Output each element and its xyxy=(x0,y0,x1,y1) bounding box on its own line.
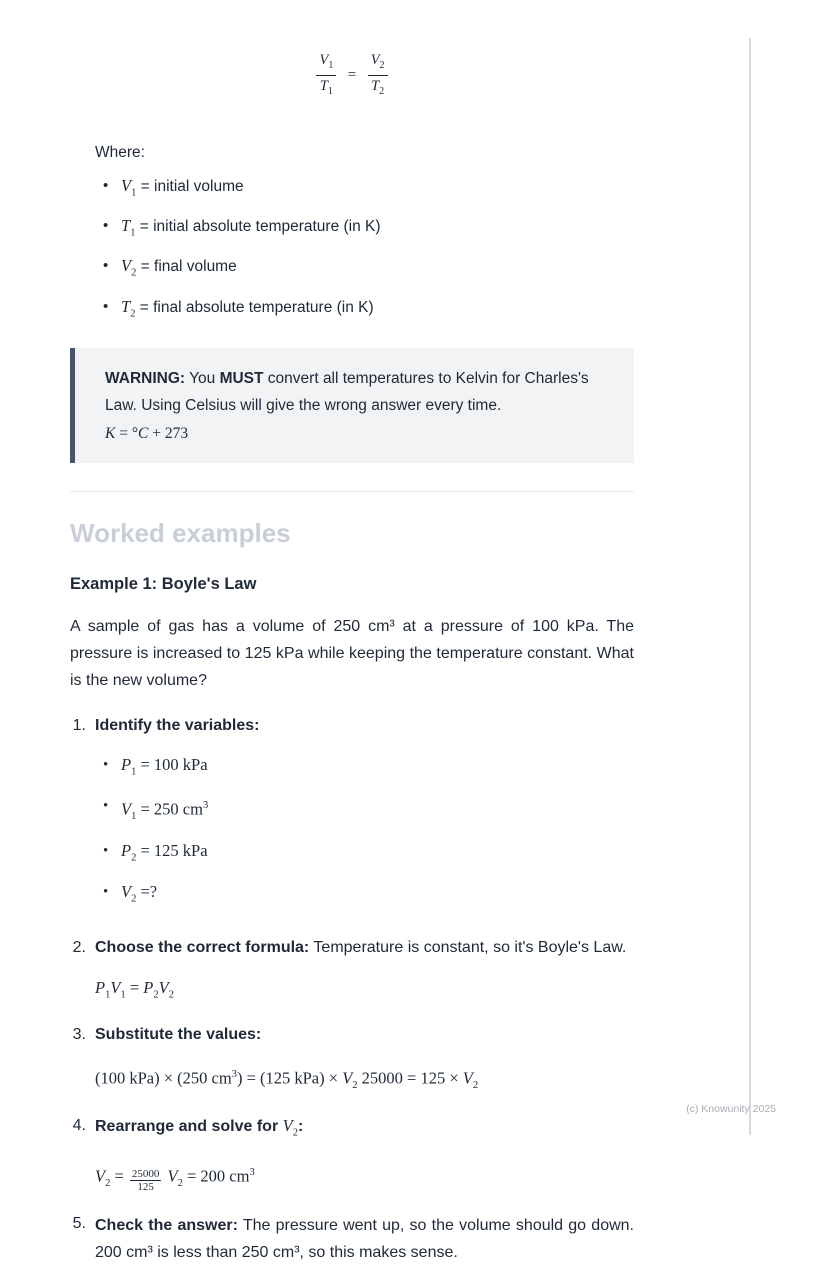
math-variable: $V_2$ xyxy=(121,256,137,279)
step-number: 3. xyxy=(72,1025,86,1043)
step-label: Rearrange and solve for xyxy=(95,1117,283,1135)
step-text: The pressure went up, so the volume should go down. 200 cm³ is less than 250 cm³, so this makes sense. xyxy=(95,1216,634,1261)
variable-definitions-list xyxy=(70,176,634,324)
step-body xyxy=(86,1023,634,1101)
definition-text: = final absolute temperature (in K) xyxy=(135,298,374,316)
definition-text: = initial absolute temperature (in K) xyxy=(135,218,381,236)
fraction-denominator: $T_1$ xyxy=(316,75,336,100)
where-label: Where: xyxy=(95,143,145,161)
step-body xyxy=(86,714,634,923)
step-number: 2. xyxy=(72,938,86,956)
step-1 xyxy=(70,714,634,923)
variable-value: • $V_2$ =? xyxy=(95,881,634,910)
page-edge-line xyxy=(749,38,751,1135)
section-divider xyxy=(70,491,634,492)
step-number: 5. xyxy=(72,1214,86,1232)
section-heading: Worked examples xyxy=(70,517,291,548)
step-label: Identify the variables: xyxy=(95,716,260,734)
fraction-v2-t2 xyxy=(368,52,388,100)
step-text: Temperature is constant, so it's Boyle's Law. xyxy=(309,938,627,956)
solution-steps xyxy=(70,714,634,1266)
boyles-law-formula: $P_1V_1 = P_2V_2$ xyxy=(95,977,174,1000)
substitution-equation: (100 kPa) × (250 $cm^3) = (125$ $kPa) \times V_2$ $25000 = 125 \times V_2$ xyxy=(95,1068,479,1091)
fraction-v1-t1 xyxy=(316,52,336,100)
variables-list xyxy=(95,754,634,911)
equals-sign: = xyxy=(347,67,357,84)
kelvin-conversion-formula: K = °C + 273 xyxy=(105,424,189,442)
step-label: Substitute the values: xyxy=(95,1025,262,1043)
math-variable: $V_1$ xyxy=(121,175,137,199)
problem-statement: A sample of gas has a volume of 250 cm³ at a pressure of 100 kPa. The pressure is increased to 125 kPa while keeping the temperature constant. What is the new volume? xyxy=(70,617,634,689)
fraction-numerator: $V_2$ xyxy=(370,52,385,71)
step-label: Check the answer: xyxy=(95,1216,238,1234)
list-item xyxy=(70,256,634,283)
variable-value: • $V_1 = 250$ $cm^3$ xyxy=(95,795,634,828)
warning-text: WARNING: You MUST convert all temperatures to Kelvin for Charles's Law. Using Celsius will give the wrong answer every time. xyxy=(105,369,589,414)
warning-callout xyxy=(70,348,634,463)
step-label-colon: : xyxy=(297,1117,304,1135)
solution-equation: $V_2$ = $\frac{25000}{125}$ $V_2 = 200$ $cm^3$ xyxy=(95,1166,255,1193)
list-item xyxy=(70,297,634,324)
step-2 xyxy=(70,936,634,1010)
step-body xyxy=(86,1212,634,1266)
list-item xyxy=(70,216,634,243)
charles-law-formula xyxy=(70,52,634,100)
example-title: Example 1: Boyle's Law xyxy=(70,574,257,593)
step-5 xyxy=(70,1212,634,1266)
fraction-numerator: $V_1$ xyxy=(319,52,334,71)
math-variable: $T_2$ xyxy=(121,296,136,319)
watermark: (c) Knowunity 2025 xyxy=(686,1103,776,1115)
document-content xyxy=(70,0,634,1266)
definition-text: = final volume xyxy=(136,258,237,276)
definition-text: = initial volume xyxy=(136,177,244,195)
list-item xyxy=(70,176,634,203)
fraction-denominator: $T_2$ xyxy=(368,75,388,100)
math-variable: $V_2$ xyxy=(282,1115,298,1139)
step-body xyxy=(86,1114,634,1199)
step-3 xyxy=(70,1023,634,1101)
step-body xyxy=(86,936,634,1010)
step-4 xyxy=(70,1114,634,1199)
math-variable: $T_1$ xyxy=(121,216,136,239)
step-label: Choose the correct formula: xyxy=(95,938,310,956)
variable-value: • $P_1 = 100$ kPa xyxy=(95,754,634,783)
step-number: 1. xyxy=(72,716,86,734)
step-number: 4. xyxy=(72,1116,86,1134)
variable-value: • $P_2 = 125$ kPa xyxy=(95,840,634,869)
